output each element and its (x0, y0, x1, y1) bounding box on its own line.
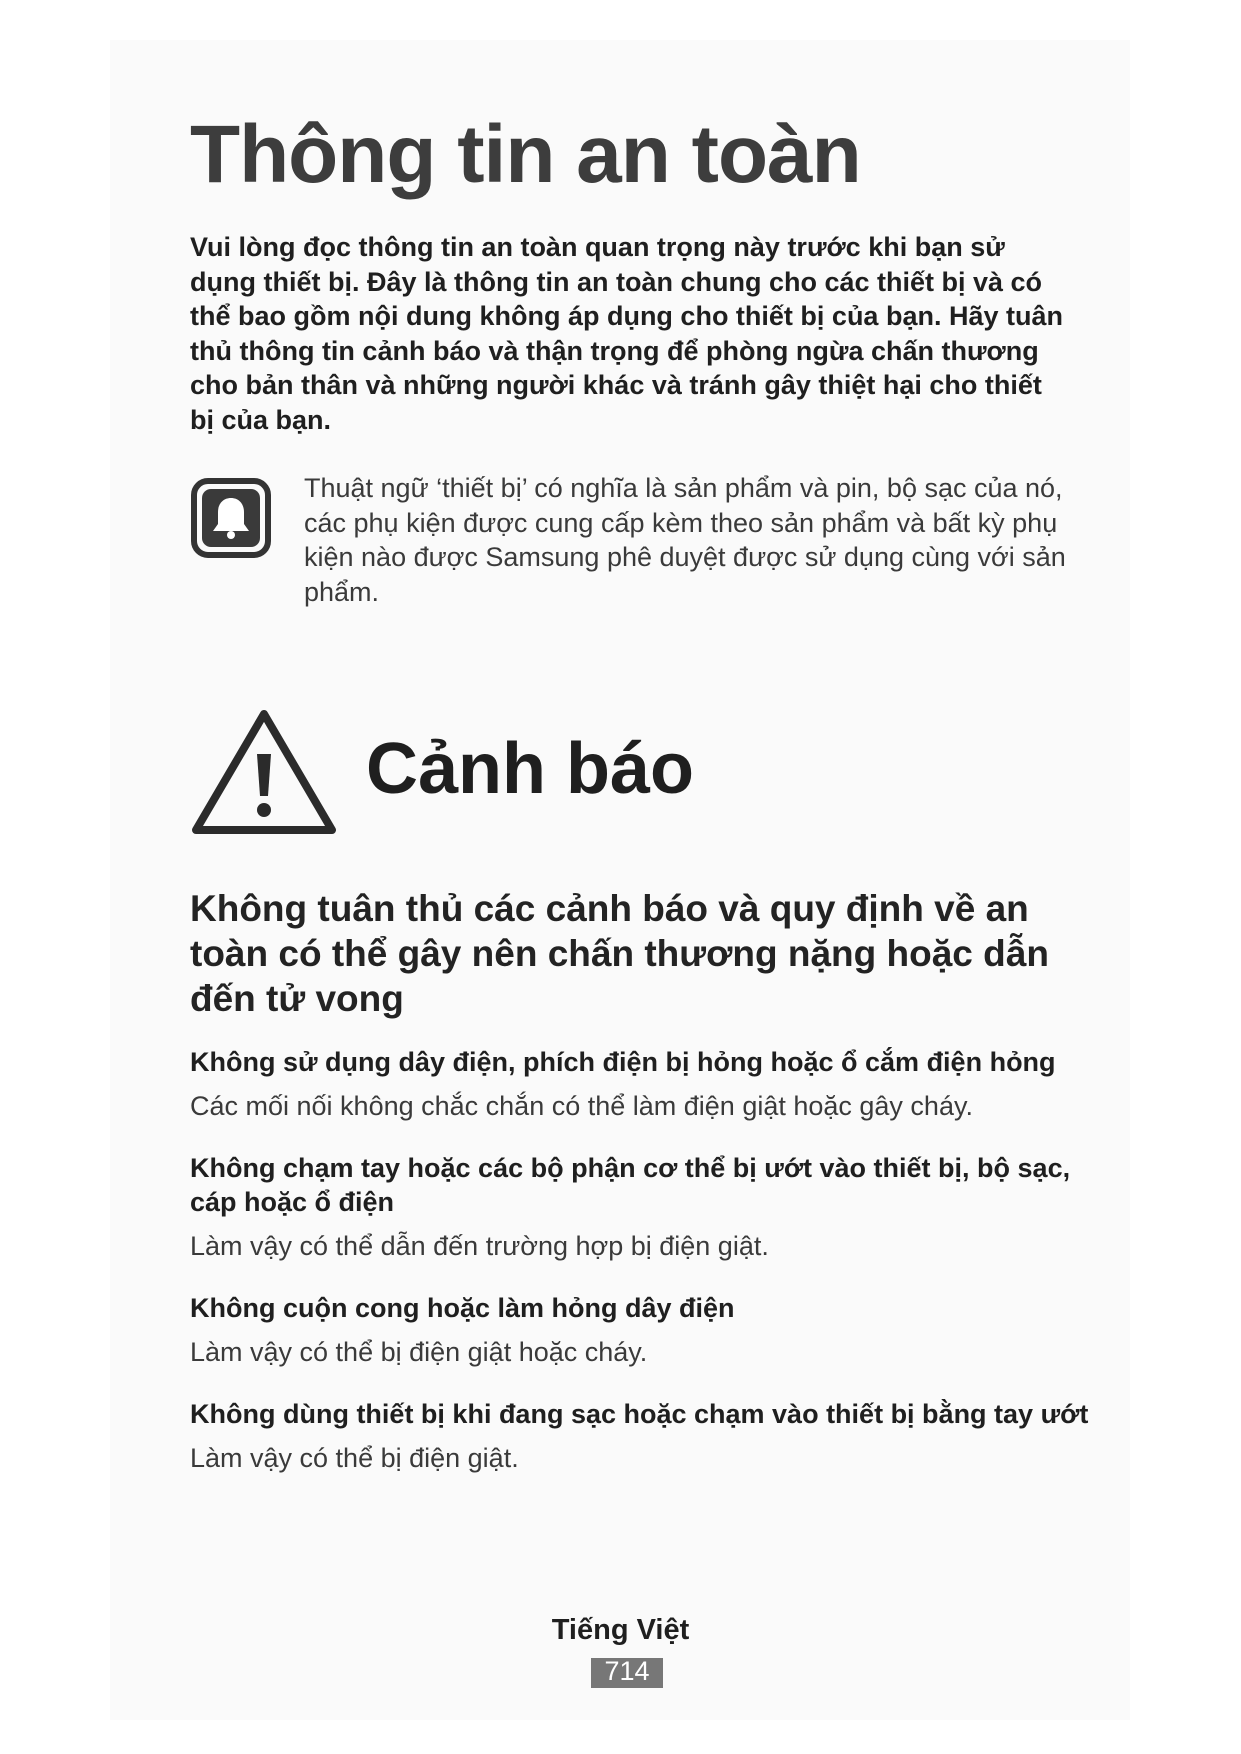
note-text: Thuật ngữ ‘thiết bị’ có nghĩa là sản phẩm và pin, bộ sạc của nó, các phụ kiện được cung cấp kèm theo sản phẩm và bất kỳ phụ kiện nào được Samsung phê duyệt được sử dụng cùng với sản phẩm. (304, 473, 1066, 607)
page-title: Thông tin an toàn (190, 109, 861, 200)
warning-title: Cảnh báo (366, 729, 695, 809)
intro-paragraph: Vui lòng đọc thông tin an toàn quan trọng này trước khi bạn sử dụng thiết bị. Đây là thông tin an toàn chung cho các thiết bị và có thể bao gồm nội dung không áp dụng cho thiết bị của bạn. Hãy tuân thủ thông tin cảnh báo và thận trọng để phòng ngừa chấn thương cho bản thân và những người khác và tránh gây thiệt hại cho thiết bị của bạn. (190, 232, 1063, 435)
rule-description: Các mối nối không chắc chắn có thể làm điện giật hoặc gây cháy. (190, 1091, 973, 1121)
footer-language: Tiếng Việt (551, 1614, 690, 1646)
rule-title: Không cuộn cong hoặc làm hỏng dây điện (190, 1293, 735, 1323)
rule-description: Làm vậy có thể dẫn đến trường hợp bị điện giật. (190, 1231, 769, 1261)
rule-description: Làm vậy có thể bị điện giật. (190, 1443, 519, 1473)
bell-icon (191, 478, 271, 558)
rules-list (190, 1045, 1090, 1503)
list-item (190, 1291, 1090, 1369)
rule-title: Không sử dụng dây điện, phích điện bị hỏng hoặc ổ cắm điện hỏng (190, 1047, 1056, 1077)
list-item (190, 1151, 1090, 1263)
rule-title: Không dùng thiết bị khi đang sạc hoặc chạm vào thiết bị bằng tay ướt (190, 1399, 1089, 1429)
warning-heading: Không tuân thủ các cảnh báo và quy định về an toàn có thể gây nên chấn thương nặng hoặc dẫn đến tử vong (190, 888, 1049, 1019)
rule-title: Không chạm tay hoặc các bộ phận cơ thể bị ướt vào thiết bị, bộ sạc, cáp hoặc ổ điện (190, 1153, 1071, 1217)
list-item (190, 1397, 1090, 1475)
list-item (190, 1045, 1090, 1123)
rule-description: Làm vậy có thể bị điện giật hoặc cháy. (190, 1337, 648, 1367)
page-number: 714 (591, 1658, 663, 1688)
warning-triangle-icon (190, 706, 338, 838)
